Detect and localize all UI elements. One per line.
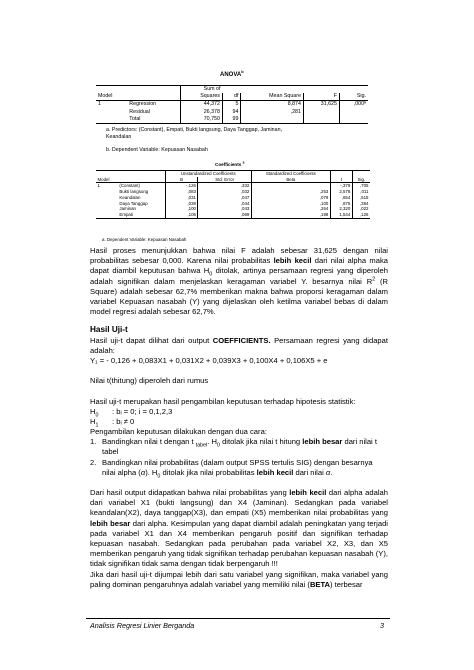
- coef-cell: 2,578: [330, 189, 352, 195]
- paragraph-conclusion: Dari hasil output didapatkan bahwa nilai probabilitas yang lebih kecil dari alpha adalah dari variabel X1 (bukti langsung) dan X4 (Jaminan). Sedangkan pada variabel keandalan(X2), daya tanggap(X3), dan empati (X5) memberikan nilai probabilitas yang lebih besar dari alpha. Kesimpulan yang dapat diambil adalah peningkatan yang terjadi pada variabel X1 dan X4 memberikan pengaruh positif dan signifikan terhadap kepuasan nasabah. Sedangkan pada perubahan pada variabel X2, X3, dan X5 memberikan pengaruh yang tidak signifikan terhadap perubahan kepuasan nasabah (Y), tidak signifikan tidak sama dengan tidak berpengaruh !!! Jika dari hasil uji-t dijumpai lebih dari satu variabel yang signifikan, maka variabel yang paling dominan pengaruhnya adalah variabel yang memiliki nilai (BETA) terbesar: [90, 488, 388, 589]
- coef-cell: ,044: [198, 201, 251, 207]
- coef-header-unstd: Unstandardized Coefficients: [165, 171, 251, 177]
- coefficients-table: [96, 170, 370, 219]
- coef-cell: ,079: [251, 195, 330, 201]
- coef-row-label: Jaminan: [119, 206, 137, 212]
- table-row: [96, 116, 368, 124]
- coef-cell: ,253: [251, 189, 330, 195]
- anova-cell: [303, 109, 339, 116]
- coef-cell: ,126: [352, 212, 370, 218]
- anova-cell: 70,750: [180, 116, 222, 124]
- coef-cell: ,031: [165, 195, 198, 201]
- coef-header-sig: Sig.: [352, 177, 370, 183]
- coef-cell: ,198: [251, 212, 330, 218]
- anova-header-model: Model: [96, 93, 127, 101]
- coef-row-label: (Constant): [119, 183, 140, 189]
- anova-note-a: a. Predictors: (Constant), Empati, Bukti langsung, Daya Tanggap, Jaminan, Keandalan: [106, 127, 282, 140]
- list-item: 1. Bandingkan nilai t dengan t $_{tabel}$. $H_0$ ditolak jika nilai t hitung lebih besar dari nilai t tabel: [90, 437, 377, 457]
- coef-cell: ,100: [165, 206, 198, 212]
- coef-row-label: Bukti langsung: [119, 189, 149, 195]
- paragraph-decision: Pengambilan keputusan dilakukan dengan dua cara:: [90, 427, 267, 436]
- coef-model-no: 1: [97, 183, 100, 189]
- coef-row-label: Daya Tanggap: [119, 200, 148, 206]
- anova-header-f: F: [303, 93, 339, 101]
- coef-header-beta: Beta: [251, 177, 330, 183]
- hypothesis-h1: $H_1$ : bᵢ ≠ 0: [90, 417, 135, 429]
- anova-cell: [303, 116, 339, 124]
- anova-cell: 99: [222, 116, 241, 124]
- coef-cell: ,043: [198, 206, 251, 212]
- coef-cell: ,106: [165, 212, 198, 218]
- coef-cell: -,379: [330, 183, 352, 189]
- regression-equation: Y₁ = - 0,126 + 0,083X1 + 0,031X2 + 0,039X3 + 0,100X4 + 0,106X5 + e: [90, 356, 328, 365]
- anova-cell: ,281: [241, 109, 304, 116]
- coef-header-model: Model: [96, 177, 118, 183]
- table-row: [96, 212, 370, 218]
- anova-cell: 26,378: [180, 109, 222, 116]
- table-row: [96, 101, 368, 109]
- coef-cell: ,069: [198, 212, 251, 218]
- anova-cell: 31,625: [303, 101, 339, 109]
- anova-note-b: b. Dependent Variable: Kepuasan Nasabah: [106, 147, 208, 153]
- anova-table: [96, 85, 368, 124]
- coef-cell: ,100: [251, 201, 330, 207]
- table-row: [96, 109, 368, 116]
- coef-header-std: Standardized Coefficients: [251, 171, 330, 177]
- coefficients-title: Coefficients $^a$: [215, 160, 245, 167]
- paragraph-anova-result: Hasil proses menunjukkan bahwa nilai F adalah sebesar 31,625 dengan nilai probabilitas sebesar 0,000. Karena nilai probabilitas lebih kecil dari nilai alpha maka dapat diambil keputusan bahwa $H_0$ ditolak, artinya persamaan regresi yang diperoleh adalah signifikan dalam menjelaskan keragaman variabel Y. besarnya nilai $R^2$ (R Square) adalah sebesar 62,7% memberikan makna bahwa proporsi keragaman dalam variabel Kepuasan nasabah (Y) yang dijelaskan oleh ketilma variabel bebas di dalam model regresi adalah sebesar 62,7%.: [90, 246, 389, 317]
- coef-row-label: Keandalan: [119, 194, 141, 200]
- coef-cell: ,875: [330, 201, 352, 207]
- paragraph-t-formula: Nilai t(thitung) diperoleh dari rumus: [90, 376, 209, 385]
- anova-row-label: Total: [127, 116, 180, 124]
- coef-header-b: B: [165, 177, 198, 183]
- anova-header-ms: Mean Square: [241, 93, 304, 101]
- anova-header-sig: Sig.: [339, 93, 368, 101]
- anova-header-ss2: Squares: [180, 93, 222, 101]
- coef-cell: 2,320: [330, 206, 352, 212]
- coef-cell: -,126: [165, 183, 198, 189]
- coef-cell: ,705: [352, 183, 370, 189]
- coef-cell: ,654: [330, 195, 352, 201]
- anova-cell: [241, 116, 304, 124]
- anova-cell: 8,874: [241, 101, 304, 109]
- coef-cell: 1,544: [330, 212, 352, 218]
- coef-cell: ,083: [165, 189, 198, 195]
- paragraph-hypothesis: Hasil uji-t merupakan hasil pengambilan keputusan terhadap hipotesis statistik:: [90, 397, 356, 406]
- coef-cell: ,022: [352, 206, 370, 212]
- anova-cell: [339, 109, 368, 116]
- coef-header-t: t: [330, 177, 352, 183]
- coef-cell: ,011: [352, 189, 370, 195]
- anova-header-ss1: Sum of: [180, 86, 222, 94]
- list-item: 2. Bandingkan nilai probabilitas (dalam output SPSS tertulis SIG) dengan besarnya nilai alpha (α). $H_0$ ditolak jika nilai probabilitas lebih kecil dari nilai α.: [90, 458, 373, 480]
- anova-row-label: Regression: [129, 101, 157, 108]
- anova-cell: 94: [222, 109, 241, 116]
- anova-row-label: Residual: [129, 108, 150, 115]
- footer-divider: [86, 618, 390, 619]
- coef-cell: ,332: [198, 183, 251, 189]
- anova-cell: [339, 116, 368, 124]
- hypothesis-h0: $H_0$ : bᵢ = 0; i = 0,1,2,3: [90, 407, 173, 419]
- coef-cell: ,515: [352, 195, 370, 201]
- anova-header-df: df: [222, 93, 241, 101]
- section-heading: Hasil Uji-t: [90, 325, 128, 334]
- footer-title: Analisis Regresi Linier Berganda: [90, 621, 195, 630]
- coef-cell: ,039: [165, 201, 198, 207]
- page-number: 3: [380, 621, 384, 630]
- coef-header-se: Std. Error: [198, 177, 251, 183]
- coef-cell: ,047: [198, 195, 251, 201]
- coef-row-label: Empati: [118, 212, 165, 218]
- anova-cell: ,000ª: [339, 101, 368, 109]
- coef-cell: ,032: [198, 189, 251, 195]
- paragraph-t-test-intro: Hasil uji-t dapat dilihat dari output COEFFICIENTS. Persamaan regresi yang didapat adalah:: [90, 336, 388, 356]
- anova-cell: 44,372: [180, 101, 222, 109]
- anova-model-no: 1: [98, 101, 101, 108]
- anova-title: ANOVA$^b$: [220, 69, 244, 78]
- coef-cell: ,264: [251, 206, 330, 212]
- anova-cell: 5: [222, 101, 241, 109]
- coefficients-note: a. Dependent Variable: Kepuasan Nasabah: [102, 237, 187, 242]
- coef-cell: ,384: [352, 201, 370, 207]
